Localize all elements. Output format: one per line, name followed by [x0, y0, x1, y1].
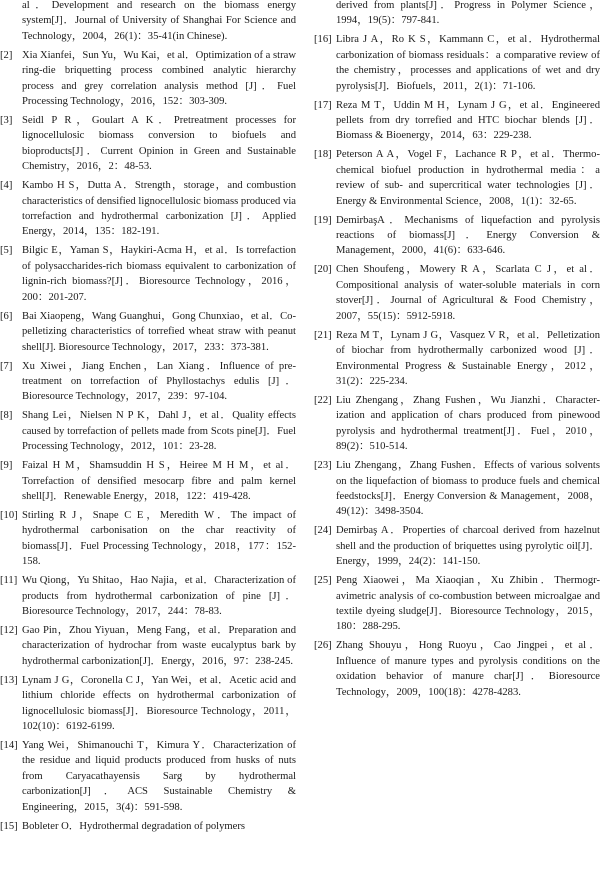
reference-number: [10] [0, 509, 18, 521]
reference-number: [17] [314, 99, 332, 111]
reference-entry [0, 359, 296, 405]
reference-number: [15] [0, 820, 18, 832]
reference-number: [9] [0, 460, 13, 472]
reference-entry [314, 328, 600, 390]
reference-text: Shang Lei，Nielsen N P K，Dahl J，et al．Quality effects caused by torrefaction of pellets made from Scots pine[J]．Fuel Processing Technology，2012，101：23-28. [22, 410, 296, 453]
reference-entry [314, 0, 600, 29]
reference-number: [21] [314, 329, 332, 341]
reference-text: Bilgic E，Yaman S，Haykiri-Acma H，et al．Is torrefaction of polysaccharides-rich biomass equivalent to carbonization of lignin-rich biomass?[J]．Bioresource Technology，2016，200：201-207. [22, 245, 296, 303]
reference-entry [0, 309, 296, 355]
reference-entry [0, 48, 296, 110]
reference-text: Chen Shoufeng，Mowery R A，Scarlata C J，et al．Compositional analysis of water-soluble materials in corn stover[J]．Journal of Agricultural & Food Chemistry，2007，55(15)：5912-5918. [336, 264, 600, 322]
reference-column-left [0, 0, 296, 838]
reference-number: [16] [314, 34, 332, 46]
reference-number: [12] [0, 624, 18, 636]
reference-text: Peterson A A，Vogel F，Lachance R P，et al．Thermo-chemical biofuel production in hydrothermal media：a review of sub- and supercritical water technologies [J]．Energy & Environmental Science，2008，1(1)：32-65. [336, 149, 600, 207]
reference-text: Seidl P R，Goulart A K．Pretreatment processes for lignocellulosic biomass conversion to biofuels and bioproducts[J]．Current Opinion in Green and Sustainable Chemistry，2016，2：48-53. [22, 115, 296, 173]
reference-text: Xu Xiwei，Jiang Enchen，Lan Xiang．Influence of pre-treatment on torrefaction of Phyllostachys edulis [J]．Bioresource Technology，2017，239：97-104. [22, 360, 296, 403]
reference-text: DemirbaşA．Mechanisms of liquefaction and pyrolysis reactions of biomass[J]．Energy Conversion & Management，2000，41(6)：633-646. [336, 214, 600, 257]
reference-text: Liu Zhengang，Zhang Fushen，Wu Jianzhi．Character-ization and application of chars produced from pinewood pyrolysis and hydrothermal treatment[J]．Fuel，2010，89(2)：510-514. [336, 394, 600, 453]
reference-text: Reza M T，Uddin M H，Lynam J G，et al．Engineered pellets from dry torrefied and HTC biochar blends [J]．Biomass & Bioenergy，2014，63：229-238. [336, 99, 600, 142]
reference-number: [13] [0, 674, 18, 686]
reference-text: Gao Pin，Zhou Yiyuan，Meng Fang，et al．Preparation and characterization of hydrochar from waste eucalyptus bark by hydrothermal carbonization[J]．Energy，2016，97：238-245. [22, 624, 296, 667]
reference-entry [314, 523, 600, 569]
reference-text: Liu Zhengang，Zhang Fushen．Effects of various solvents on the liquefaction of biomass to produce fuels and chemical feedstocks[J]．Energy Conversion & Management，2008，49(12)：3498-3504. [336, 460, 600, 518]
reference-number: [18] [314, 149, 332, 161]
reference-number: [6] [0, 310, 13, 322]
reference-text: Lynam J G，Coronella C J，Yan Wei，et al．Acetic acid and lithium chloride effects on hydrothermal carbonization of lignocellulosic biomass[J]．Bioresource Technology，2011，102(10)：6192-6199. [22, 674, 296, 732]
reference-number: [7] [0, 360, 13, 372]
reference-entry [0, 458, 296, 504]
reference-text: Reza M T，Lynam J G，Vasquez V R，et al．Pelletization of biochar from hydrothermally carbonized wood [J]．Environmental Progress & Sustainable Energy，2012，31(2)：225-234. [336, 329, 600, 387]
reference-entry [0, 819, 296, 834]
reference-number: [5] [0, 245, 13, 257]
reference-text: Peng Xiaowei，Ma Xiaoqian，Xu Zhibin．Thermogr-avimetric analysis of co-combustion between microalgae and textile dyeing sludge[J]．Bioresource Technology，2015，180：288-295. [336, 575, 600, 633]
reference-number: [24] [314, 525, 332, 537]
reference-number: [11] [0, 575, 18, 587]
reference-text: Libra J A，Ro K S，Kammann C，et al．Hydrothermal carbonization of biomass residuals：a comparative review of the chemistry，processes and applications of wet and dry pyrolysis[J]．Biofuels，2011，2(1)：71-106. [336, 34, 600, 92]
reference-number: [23] [314, 460, 332, 472]
reference-number: [3] [0, 115, 13, 127]
reference-text: al．Development and research on the biomass energy system[J]．Journal of University of Shanghai For Science and Technology，2004，26(1)：35-41(in Chinese). [22, 0, 296, 42]
reference-text: Bobleter O．Hydrothermal degradation of polymers [22, 820, 245, 832]
reference-entry [0, 573, 296, 619]
reference-number: [2] [0, 49, 13, 61]
reference-text: Wu Qiong，Yu Shitao，Hao Najia，et al．Characterization of products from hydrothermal carbonization of pine [J]．Bioresource Technology，2017，244：78-83. [22, 575, 296, 617]
reference-entry [0, 113, 296, 175]
reference-number: [25] [314, 575, 332, 587]
reference-entry [0, 623, 296, 669]
reference-number: [14] [0, 740, 18, 751]
reference-entry [314, 98, 600, 144]
reference-number: [19] [314, 214, 332, 226]
reference-text: Kambo H S，Dutta A．Strength，storage，and combustion characteristics of densified lignocellulosic biomass produced via torrefaction and hydrothermal carbonization [J]．Applied Energy，2014，135：182-191. [22, 180, 296, 238]
reference-entry [314, 147, 600, 209]
reference-entry [0, 673, 296, 735]
reference-entry [0, 508, 296, 570]
reference-entry [0, 408, 296, 454]
reference-entry [314, 262, 600, 324]
reference-text: Zhang Shouyu，Hong Ruoyu，Cao Jingpei，et al．Influence of manure types and pyrolysis conditions on the oxidation behavior of manure char[J]．Bioresource Technology，2009，100(18)：4278-4283. [336, 640, 600, 698]
reference-text: Yang Wei，Shimanouchi T，Kimura Y．Characterization of the residue and liquid products produced from husks of nuts from Caryacathayensis Sarg by hydrothermal carbonization[J]．ACS Sustainable Chemistry & Engineering，2015，3(4)：591-598. [22, 740, 296, 813]
reference-entry [314, 393, 600, 455]
reference-entry [314, 213, 600, 259]
reference-entry [314, 458, 600, 520]
reference-number: [26] [314, 640, 332, 652]
reference-entry [0, 178, 296, 240]
reference-column-right [314, 0, 600, 704]
reference-number: [22] [314, 394, 332, 406]
reference-text: Faizal H M，Shamsuddin H S，Heiree M H M，et al．Torrefaction of densified mesocarp fibre and palm kernel shell[J]．Renewable Energy，2018，122：419-428. [22, 460, 296, 502]
reference-entry [314, 32, 600, 94]
reference-number: [8] [0, 410, 13, 422]
reference-entry [314, 573, 600, 635]
reference-entry [0, 0, 296, 44]
reference-text: Xia Xianfei，Sun Yu，Wu Kai，et al．Optimization of a straw ring-die briquetting process combined analytic hierarchy process and grey correlation analysis method [J]．Fuel Processing Technology，2016，152：303-309. [22, 49, 296, 108]
reference-text: derived from plants[J]．Progress in Polymer Science，1994，19(5)：797-841. [336, 0, 600, 27]
reference-text: Bai Xiaopeng，Wang Guanghui，Gong Chunxiao，et al．Co-pelletizing characteristics of torrefied wheat straw with peanut shell[J]. Bioresource Technology，2017，233：373-381. [22, 310, 296, 353]
reference-entry [0, 243, 296, 305]
reference-entry [0, 738, 296, 815]
reference-text: Stirling R J，Snape C E，Meredith W．The impact of hydrothermal carbonisation on the char reactivity of biomass[J]．Fuel Processing Technology，2018，177：152-158. [22, 509, 296, 568]
reference-number: [20] [314, 264, 332, 276]
reference-number: [4] [0, 180, 13, 192]
reference-entry [314, 638, 600, 700]
reference-text: Demirbaş A．Properties of charcoal derived from hazelnut shell and the production of briquettes using pyrolytic oil[J]．Energy，1999，24(2)：141-150. [336, 525, 600, 568]
